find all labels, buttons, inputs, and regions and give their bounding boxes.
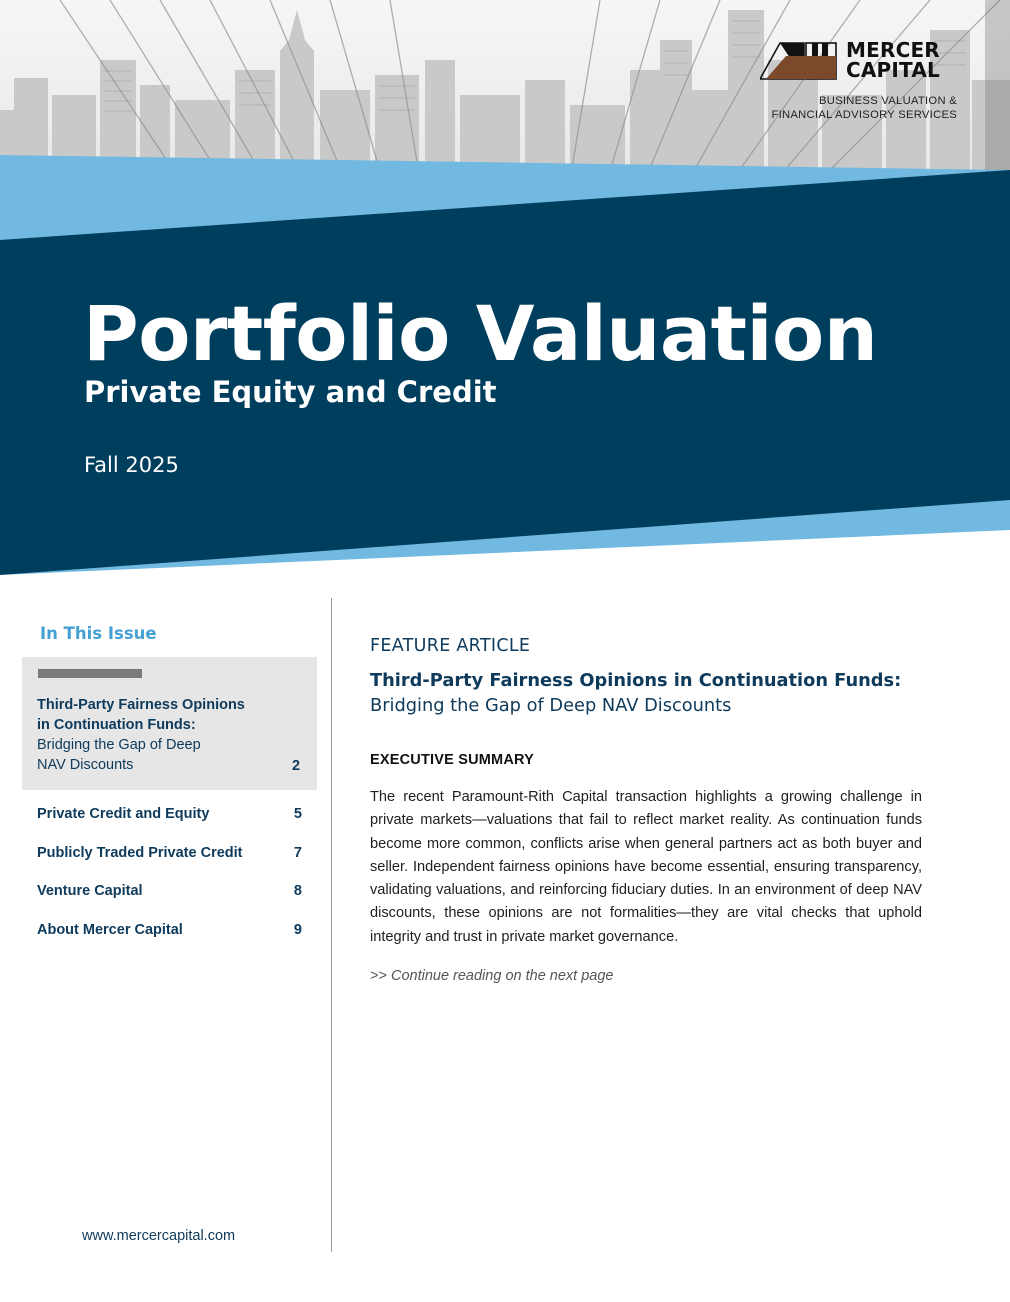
cover-banner xyxy=(0,0,1010,580)
toc-item-about-mercer-capital[interactable] xyxy=(37,919,302,958)
toc-item-page: 5 xyxy=(293,806,302,822)
toc-featured-title-line-2: in Continuation Funds: xyxy=(37,717,196,733)
toc-featured-page-number: 2 xyxy=(292,758,301,774)
feature-subtitle: Bridging the Gap of Deep NAV Discounts xyxy=(370,695,732,716)
logo-mark-icon xyxy=(760,42,838,80)
toc-item-label: About Mercer Capital xyxy=(37,922,183,939)
executive-summary-heading: EXECUTIVE SUMMARY xyxy=(370,752,534,768)
logo-wordmark xyxy=(846,40,966,80)
publication-subtitle: Private Equity and Credit xyxy=(84,375,497,409)
toc-list xyxy=(37,803,302,958)
toc-featured-title-line-1: Third-Party Fairness Opinions xyxy=(37,697,245,713)
featured-marker-bar xyxy=(38,669,142,678)
toc-item-publicly-traded-private-credit[interactable] xyxy=(37,842,302,881)
logo-line-1: MERCER xyxy=(846,38,940,62)
toc-item-venture-capital[interactable] xyxy=(37,880,302,919)
publication-title: Portfolio Valuation xyxy=(83,289,878,378)
toc-featured-title xyxy=(37,695,267,775)
website-link[interactable]: www.mercercapital.com xyxy=(82,1228,236,1244)
logo-line-2: CAPITAL xyxy=(846,58,940,82)
toc-heading: In This Issue xyxy=(40,624,157,643)
toc-item-label: Venture Capital xyxy=(37,883,143,900)
logo-tagline xyxy=(760,94,957,122)
logo-tagline-2: FINANCIAL ADVISORY SERVICES xyxy=(771,109,957,121)
toc-featured-item[interactable] xyxy=(22,657,317,790)
toc-item-label: Private Credit and Equity xyxy=(37,806,210,822)
feature-title: Third-Party Fairness Opinions in Continuation Funds: xyxy=(370,670,902,691)
column-divider xyxy=(331,598,332,1252)
logo-tagline-1: BUSINESS VALUATION & xyxy=(818,95,957,107)
toc-item-page: 8 xyxy=(293,883,302,900)
executive-summary-text: The recent Paramount-Rith Capital transaction highlights a growing challenge in private markets—valuations that fail to reflect market reality. As continuation funds become more common, conflicts arise when general partners act as both buyer and seller. Independent fairness opinions have become essential, ensuring transparency, validating valuations, and reinforcing fiduciary duties. In an environment of deep NAV discounts, these opinions are not formalities—they are vital checks that uphold integrity and trust in private market governance. xyxy=(370,789,922,945)
toc-featured-sub-line-2: NAV Discounts xyxy=(37,757,134,773)
continue-text: Continue reading on the next page xyxy=(390,968,614,984)
feature-kicker: FEATURE ARTICLE xyxy=(370,636,531,656)
toc-item-page: 7 xyxy=(293,844,302,861)
continue-reading-link[interactable] xyxy=(370,966,613,986)
toc-item-private-credit-equity[interactable] xyxy=(37,803,302,842)
mercer-capital-logo xyxy=(760,40,960,122)
continue-arrows: >> xyxy=(370,968,387,984)
issue-date: Fall 2025 xyxy=(84,453,179,477)
toc-item-label: Publicly Traded Private Credit xyxy=(37,844,243,861)
toc-featured-sub-line-1: Bridging the Gap of Deep xyxy=(37,737,201,753)
toc-item-page: 9 xyxy=(293,922,302,939)
